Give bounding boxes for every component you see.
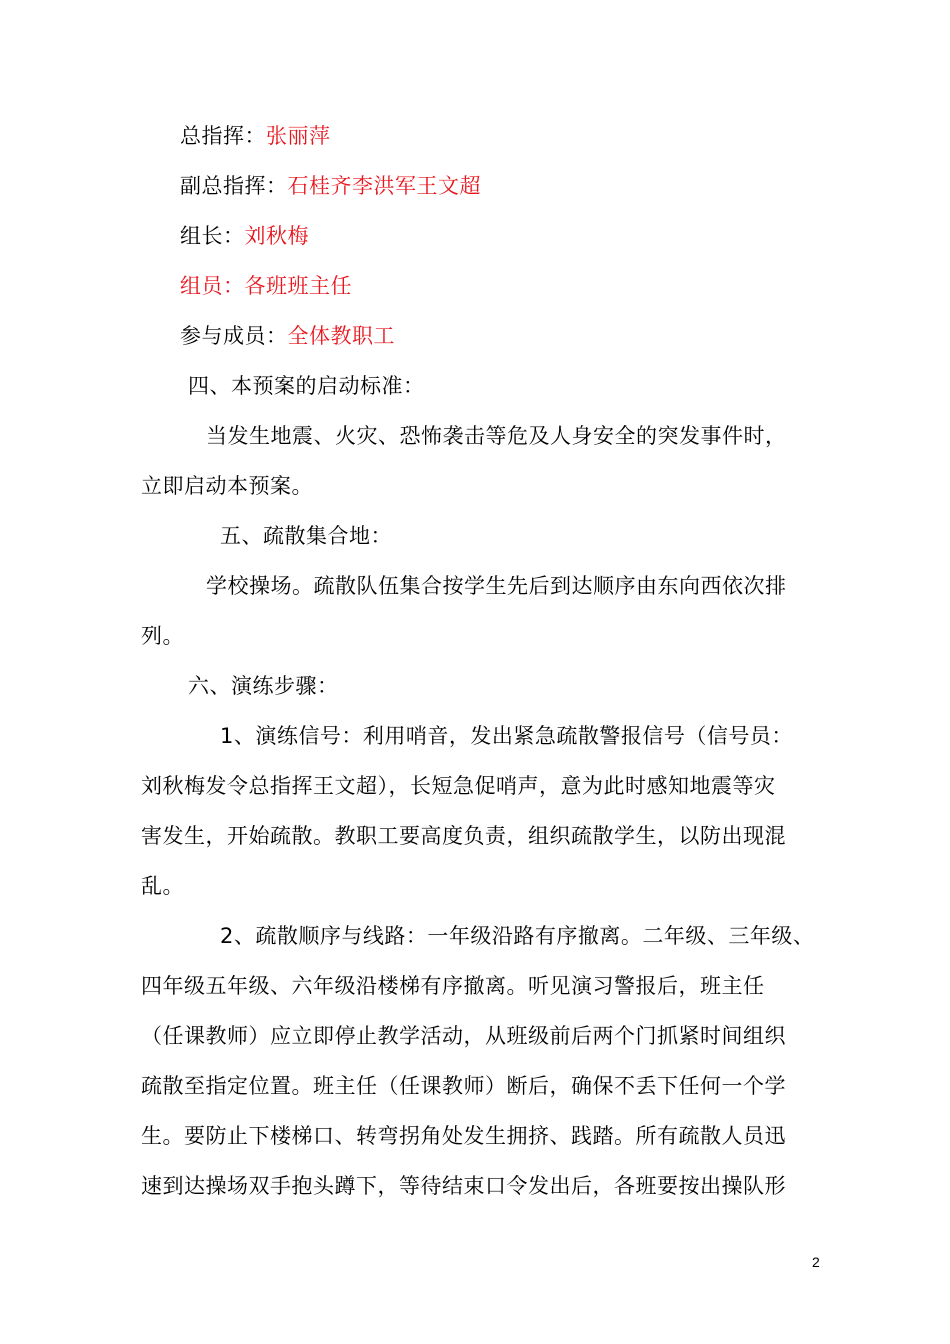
step-2-line-6: 速到达操场双手抱头蹲下，等待结束口令发出后，各班要按出操队形 — [141, 1174, 786, 1198]
group-leader-label: 组长： — [180, 224, 245, 248]
deputy-commander-names: 石桂齐李洪军王文超 — [287, 174, 481, 198]
step-1-line-1: 1、演练信号：利用哨音，发出紧急疏散警报信号（信号员： — [220, 724, 793, 748]
deputy-commander-line — [180, 173, 481, 199]
step-1-line-4: 乱。 — [141, 874, 184, 898]
step-2-line-1: 2、疏散顺序与线路：一年级沿路有序撤离。二年级、三年级、 — [220, 924, 815, 948]
section-4-heading: 四、本预案的启动标准： — [188, 374, 425, 398]
deputy-commander-label: 副总指挥： — [180, 174, 288, 198]
section-5-line-2: 列。 — [141, 624, 184, 648]
section-6-heading: 六、演练步骤： — [188, 674, 339, 698]
participants-line — [180, 323, 395, 349]
group-leader-name: 刘秋梅 — [244, 224, 309, 248]
chief-commander-label: 总指挥： — [180, 124, 266, 148]
section-4-line-2: 立即启动本预案。 — [141, 474, 313, 498]
section-5-heading: 五、疏散集合地： — [220, 524, 392, 548]
chief-commander-line — [180, 123, 331, 149]
step-2-line-2: 四年级五年级、六年级沿楼梯有序撤离。听见演习警报后，班主任 — [141, 974, 765, 998]
step-2-line-3: （任课教师）应立即停止教学活动，从班级前后两个门抓紧时间组织 — [141, 1024, 786, 1048]
participants-value: 全体教职工 — [287, 324, 395, 348]
section-4-line-1: 当发生地震、火灾、恐怖袭击等危及人身安全的突发事件时， — [206, 424, 787, 448]
step-2-line-5: 生。要防止下楼梯口、转弯拐角处发生拥挤、践踏。所有疏散人员迅 — [141, 1124, 786, 1148]
section-5-line-1: 学校操场。疏散队伍集合按学生先后到达顺序由东向西依次排 — [206, 574, 787, 598]
step-2-line-4: 疏散至指定位置。班主任（任课教师）断后，确保不丢下任何一个学 — [141, 1074, 786, 1098]
chief-commander-name: 张丽萍 — [266, 124, 331, 148]
participants-label: 参与成员： — [180, 324, 288, 348]
page-number: 2 — [812, 1254, 820, 1270]
step-1-line-2: 刘秋梅发令总指挥王文超），长短急促哨声，意为此时感知地震等灾 — [141, 774, 776, 798]
group-members-line: 组员：各班班主任 — [180, 274, 352, 298]
group-leader-line — [180, 223, 309, 249]
step-1-line-3: 害发生，开始疏散。教职工要高度负责，组织疏散学生，以防出现混 — [141, 824, 786, 848]
